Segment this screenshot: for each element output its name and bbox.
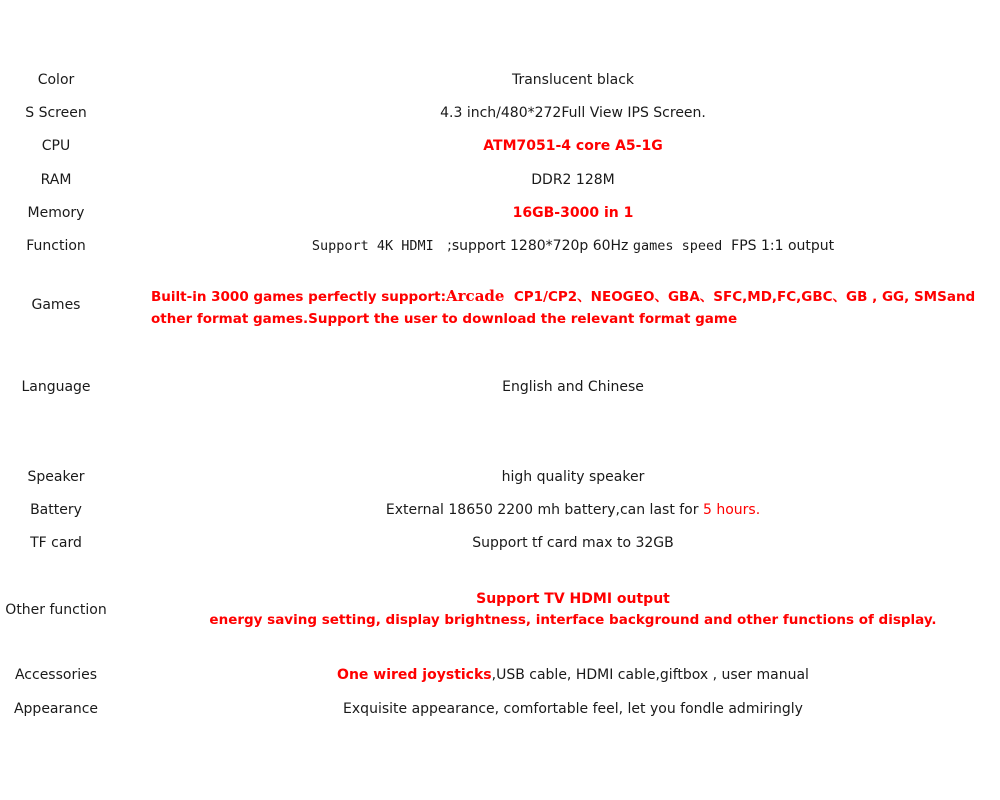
spec-value: high quality speaker (501, 469, 645, 485)
spec-value-line-1: Support TV HDMI output (476, 591, 670, 607)
spec-value (148, 236, 998, 256)
spec-label: TF card (30, 535, 82, 551)
spec-value: 4.3 inch/480*272Full View IPS Screen. (440, 105, 706, 121)
function-part-c: games speed (632, 238, 723, 254)
spec-label: Function (26, 238, 86, 254)
spec-value (151, 285, 996, 330)
spec-label: CPU (41, 138, 71, 154)
accessories-rest: ,USB cable, HDMI cable,giftbox , user manual (491, 667, 809, 683)
spec-value: 16GB-3000 in 1 (512, 205, 634, 221)
spec-label: Other function (5, 602, 107, 618)
spec-value: Exquisite appearance, comfortable feel, let you fondle admiringly (343, 701, 803, 717)
accessories-joysticks: One wired joysticks (337, 667, 492, 683)
function-part-d: FPS 1:1 output (731, 238, 835, 254)
spec-value: DDR2 128M (531, 172, 615, 188)
games-arcade: Arcade (446, 287, 505, 305)
spec-label: Games (31, 297, 81, 313)
spec-label: Accessories (14, 667, 98, 683)
spec-value (148, 665, 998, 685)
function-part-b: ;support 1280*720p 60Hz (447, 238, 629, 254)
spec-value: ATM7051-4 core A5-1G (483, 138, 663, 154)
games-part-b: CP1/CP2、NEOGEO、GBA、SFC,MD,FC,GBC、GB , GG, SMSand other format games.Support the user to download the relevant format game (151, 289, 976, 327)
spec-label: Appearance (13, 701, 99, 717)
spec-value: English and Chinese (502, 379, 644, 395)
spec-label: Speaker (27, 469, 85, 485)
battery-part-a: External 18650 2200 mh battery,can last for (385, 502, 703, 518)
spec-label: RAM (40, 172, 72, 188)
spec-value (148, 500, 998, 520)
spec-label: S Screen (25, 105, 87, 121)
spec-value: Support tf card max to 32GB (472, 535, 674, 551)
spec-label: Battery (30, 502, 82, 518)
spec-value: Translucent black (511, 72, 635, 88)
spec-label: Memory (27, 205, 85, 221)
spec-label: Color (37, 72, 75, 88)
spec-value-line-2: energy saving setting, display brightness, interface background and other functions of display. (209, 612, 937, 628)
function-part-a: Support 4K HDMI (311, 238, 434, 254)
battery-hours: 5 hours. (702, 502, 761, 518)
spec-label: Language (21, 379, 91, 395)
games-part-a: Built-in 3000 games perfectly support: (151, 289, 447, 305)
